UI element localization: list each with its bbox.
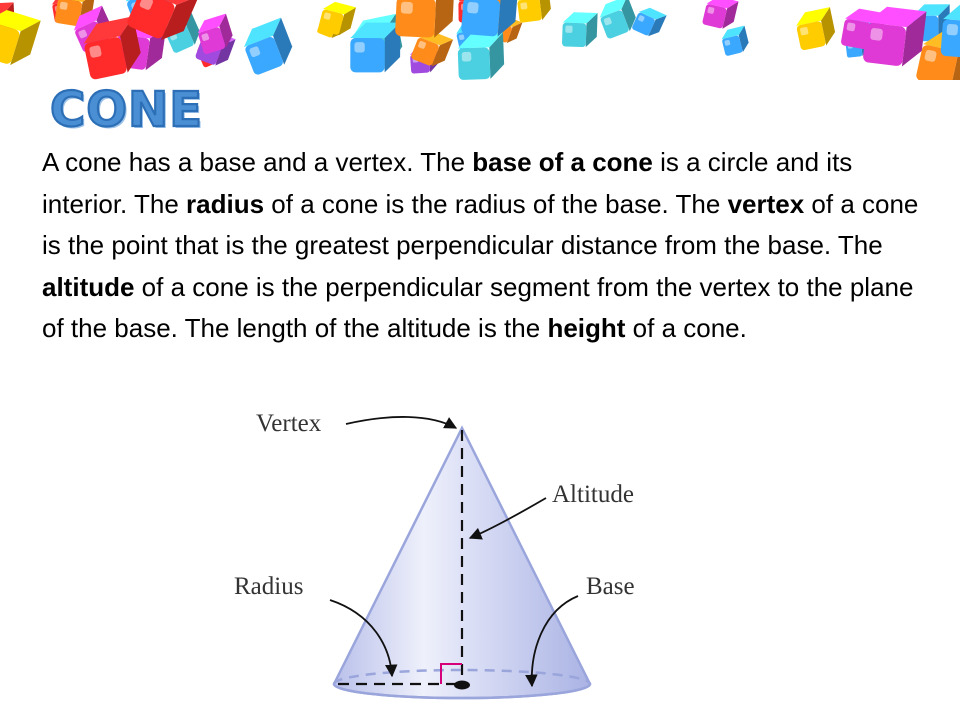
cube-decoration: [239, 18, 297, 76]
cube-decoration: [794, 7, 838, 51]
bold-term: radius: [186, 188, 265, 219]
bold-term: base of a cone: [472, 147, 653, 177]
bold-term: altitude: [42, 271, 135, 302]
paragraph-text: of a cone is the radius of the base. The: [264, 188, 728, 219]
cube-decoration: [702, 0, 739, 31]
cube-decoration: [562, 12, 598, 48]
slide-title: [50, 82, 203, 138]
label-radius: Radius: [234, 573, 304, 600]
label-base: Base: [586, 573, 635, 600]
bold-term: vertex: [727, 188, 805, 219]
cube-decoration: [395, 0, 455, 39]
paragraph-text: of a cone.: [625, 313, 747, 343]
vertex-arrow: [346, 417, 456, 428]
label-altitude: Altitude: [552, 481, 634, 508]
bold-term: height: [547, 313, 626, 343]
cube-decoration: [720, 26, 751, 57]
cube-decoration: [631, 4, 666, 39]
paragraph-text: A cone has a base and a vertex. The: [42, 147, 473, 177]
cube-banner: [0, 0, 960, 80]
cube-decoration: [516, 0, 552, 23]
paragraph-text: of a cone is the point that is the greatest perpendicular distance from the base. The: [42, 188, 919, 260]
cube-decoration: [596, 0, 640, 39]
label-vertex: Vertex: [256, 410, 322, 437]
paragraph-text: is a circle and its interior. The: [42, 147, 853, 219]
slide-title-text: CONE: [50, 82, 203, 138]
base-center-point: [454, 681, 470, 690]
definition-paragraph: [42, 142, 942, 350]
cube-decoration: [0, 5, 41, 70]
cone-diagram: [200, 400, 760, 720]
paragraph-text: of a cone is the perpendicular segment from the vertex to the plane of the base. The length of the altitude is the: [42, 271, 914, 343]
